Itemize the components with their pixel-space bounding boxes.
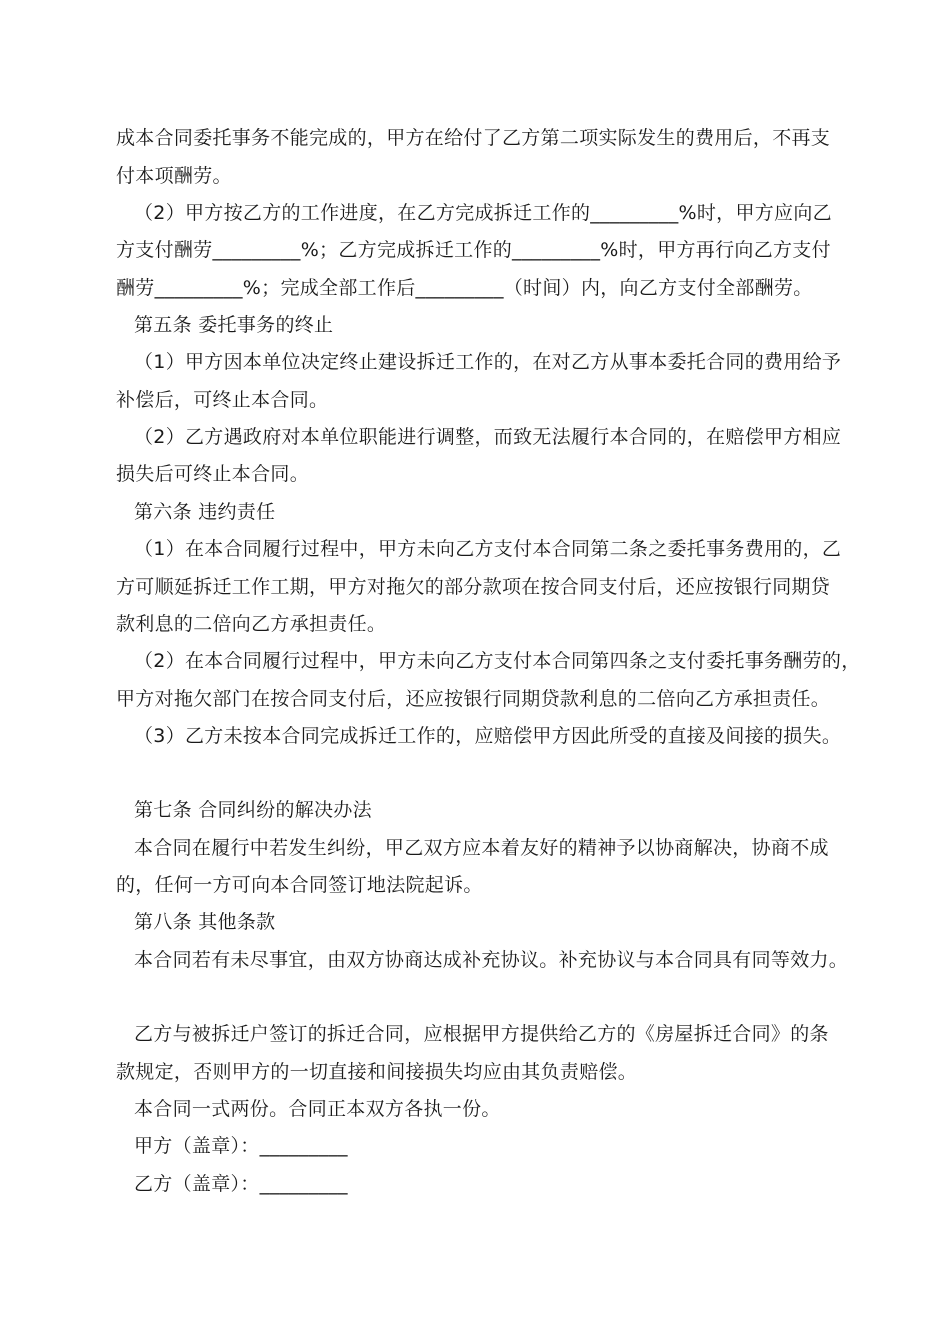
- paragraph-line: （1）甲方因本单位决定终止建设拆迁工作的，在对乙方从事本委托合同的费用给予: [134, 351, 842, 373]
- paragraph-line: （2）乙方遇政府对本单位职能进行调整，而致无法履行本合同的，在赔偿甲方相应: [134, 426, 842, 448]
- section-heading: 第六条 违约责任: [134, 501, 276, 523]
- section-heading: 第七条 合同纠纷的解决办法: [134, 799, 372, 821]
- paragraph-line: （2）在本合同履行过程中，甲方未向乙方支付本合同第四条之支付委托事务酬劳的，: [134, 650, 861, 672]
- paragraph-line: 方可顺延拆迁工作工期，甲方对拖欠的部分款项在按合同支付后，还应按银行同期贷: [116, 576, 831, 598]
- paragraph-line: 款利息的二倍向乙方承担责任。: [116, 613, 387, 635]
- paragraph-line: 本合同在履行中若发生纠纷，甲乙双方应本着友好的精神予以协商解决，协商不成: [134, 837, 829, 859]
- paragraph-line: （1）在本合同履行过程中，甲方未向乙方支付本合同第二条之委托事务费用的，乙: [134, 538, 842, 560]
- paragraph-line: 成本合同委托事务不能完成的，甲方在给付了乙方第二项实际发生的费用后，不再支: [116, 127, 831, 149]
- paragraph-line: 补偿后，可终止本合同。: [116, 389, 329, 411]
- section-heading: 第五条 委托事务的终止: [134, 314, 334, 336]
- paragraph-line: 付本项酬劳。: [116, 165, 232, 187]
- paragraph-line: 本合同一式两份。合同正本双方各执一份。: [134, 1098, 501, 1120]
- party-a-seal-line: 甲方（盖章）：_________: [134, 1135, 348, 1157]
- paragraph-line: 的，任何一方可向本合同签订地法院起诉。: [116, 874, 483, 896]
- paragraph-line: 酬劳_________%；完成全部工作后_________（时间）内，向乙方支付全部酬劳。: [116, 277, 813, 299]
- party-b-seal-line: 乙方（盖章）：_________: [134, 1173, 348, 1195]
- paragraph-line: （2）甲方按乙方的工作进度，在乙方完成拆迁工作的_________%时，甲方应向乙: [134, 202, 832, 224]
- paragraph-line: 损失后可终止本合同。: [116, 463, 310, 485]
- paragraph-line: 方支付酬劳_________%；乙方完成拆迁工作的_________%时，甲方再行向乙方支付: [116, 239, 831, 261]
- paragraph-line: （3）乙方未按本合同完成拆迁工作的，应赔偿甲方因此所受的直接及间接的损失。: [134, 725, 842, 747]
- paragraph-line: 款规定，否则甲方的一切直接和间接损失均应由其负责赔偿。: [116, 1061, 638, 1083]
- paragraph-line: 甲方对拖欠部门在按合同支付后，还应按银行同期贷款利息的二倍向乙方承担责任。: [116, 688, 831, 710]
- paragraph-line: 乙方与被拆迁户签订的拆迁合同，应根据甲方提供给乙方的《房屋拆迁合同》的条: [134, 1023, 829, 1045]
- paragraph-line: 本合同若有未尽事宜，由双方协商达成补充协议。补充协议与本合同具有同等效力。: [134, 949, 849, 971]
- section-heading: 第八条 其他条款: [134, 911, 276, 933]
